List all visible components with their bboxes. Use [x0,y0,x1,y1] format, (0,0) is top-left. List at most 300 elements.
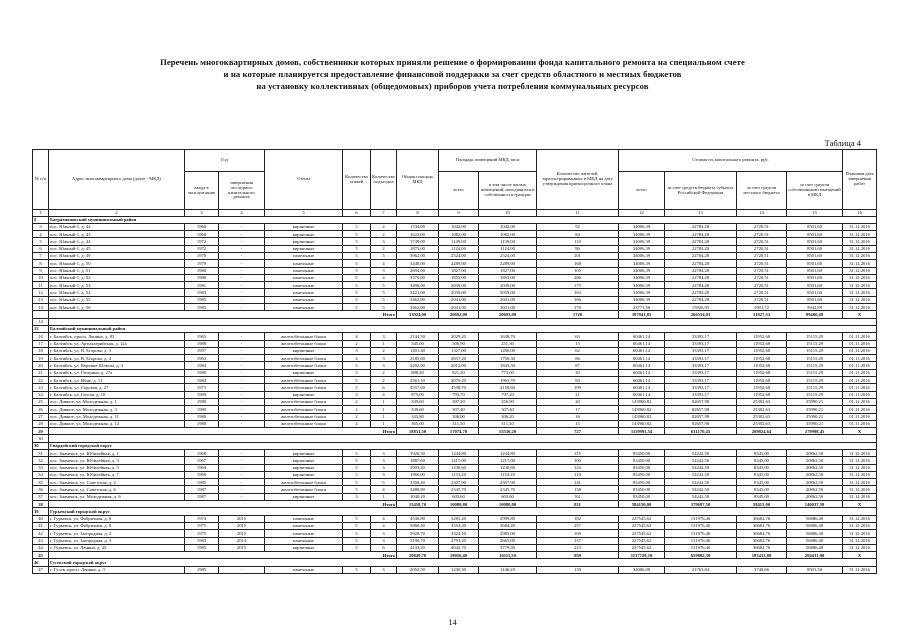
table-cell: 1153,20 [479,471,537,478]
table-cell: 13 [33,296,49,303]
table-cell: 603,60 [439,493,479,500]
table-cell: 54242,50 [665,464,737,471]
empty-cell [49,318,877,325]
table-cell: железобетонные блоки [265,406,343,413]
table-cell: 1153,20 [439,471,479,478]
table-cell: железобетонные блоки [265,486,343,493]
header-total-area: Общая площадь МКД [397,150,439,210]
table-cell: 8501,60 [787,296,843,303]
table-cell: 33393,17 [665,377,737,384]
table-cell: 24 [33,391,49,398]
table-cell: 2720,51 [737,296,787,303]
table-cell: 1082,00 [479,231,537,238]
table-cell: г. Балтийск, ул. Артиллерийская, д. 12а [49,340,185,347]
table-row [33,304,877,311]
total-cell: 33924,00 [397,311,439,318]
table-row [33,369,877,376]
table-cell: 1980 [185,267,219,274]
table-row [33,413,877,420]
column-number: 15 [787,210,843,217]
table-cell: 110 [537,238,619,245]
table-cell: - [219,369,265,376]
table-cell: 5 [343,267,371,274]
table-cell: 34006,39 [619,289,665,296]
table-cell: 01.11.2016 [843,420,877,427]
table-cell: г. Балтийск, ул. Садовая, д. 27 [49,384,185,391]
table-cell: 34006,39 [619,267,665,274]
table-cell: 4 [371,515,397,522]
table-cell: 3 [371,450,397,457]
column-number: 6 [343,210,371,217]
table-cell: 2 [343,398,371,405]
table-row [33,245,877,252]
table-cell: 33393,17 [665,369,737,376]
table-row [33,267,877,274]
row-number: 30 [33,442,49,449]
total-cell: 31827,33 [737,311,787,318]
table-cell: 20 [537,398,619,405]
table-cell: 143960,82 [619,413,665,420]
table-cell: 1980 [185,274,219,281]
table-cell: пос. Южный-1, д. 56 [49,304,185,311]
table-cell: 1988 [185,340,219,347]
table-cell: 5 [343,457,371,464]
table-cell: 19 [33,355,49,362]
table-cell: 1983 [185,537,219,544]
table-cell: 17 [537,406,619,413]
table-cell: - [219,252,265,259]
table-cell: 3 [371,471,397,478]
total-cell: 20693,00 [479,311,537,318]
total-cell: 584150,00 [619,501,665,508]
table-cell: 56886,40 [787,522,843,529]
table-cell: 54242,50 [665,471,737,478]
table-cell: 15926,95 [665,304,737,311]
table-cell: 3462,00 [397,304,439,311]
table-cell: 2665,00 [479,537,537,544]
table-cell: 36682,76 [737,515,787,522]
table-cell: пос. Южный-1, д. 50 [49,260,185,267]
table-cell: 17 [33,340,49,347]
table-cell: 31.12.2016 [843,537,877,544]
table-cell: 60461,14 [619,347,665,354]
table-cell: 3488,80 [397,486,439,493]
table-cell: 4042,70 [439,544,479,551]
table-cell: 25 [33,398,49,405]
table-cell: 5 [343,231,371,238]
table-cell: 83450,00 [619,457,665,464]
table-cell: 25302,63 [737,420,787,427]
table-cell: панельные [265,304,343,311]
column-number: 14 [737,210,787,217]
table-cell: 1 [371,340,397,347]
header-cost-local: за счет средств местного бюджета [737,172,787,210]
table-cell: 2694,00 [397,267,439,274]
table-cell: панельные [265,566,343,573]
table-cell: 168 [537,260,619,267]
blank-row [33,318,877,325]
table-cell: 35990,21 [787,413,843,420]
table-cell: 2289,00 [479,260,537,267]
table-row [33,398,877,405]
row-number: 2 [33,216,49,223]
header-deadline: Плановая дата завершения работ [843,150,877,210]
table-cell: 2144,50 [397,333,439,340]
table-cell: 1 [371,493,397,500]
table-cell: пос. Знаменск, ул. Юбилейная, д. 1 [49,450,185,457]
table-cell: 3928,70 [397,530,439,537]
table-cell: - [219,377,265,384]
table-cell: 875,00 [397,391,439,398]
table-cell: - [219,398,265,405]
table-cell: 2720,51 [737,274,787,281]
table-row [33,530,877,537]
table-cell: 21 [33,369,49,376]
table-cell: г. Балтийск, просп. Ленина, д. 83 [49,333,185,340]
table-cell: 1983 [185,289,219,296]
table-cell: 34006,39 [619,223,665,230]
total-cell: Х [843,311,877,318]
table-cell: - [219,362,265,369]
table-cell: 15 [537,420,619,427]
table-cell: 31.12.2016 [843,282,877,289]
table-cell: пос. Знаменск, ул. Молодежная, д. 6 [49,493,185,500]
table-cell: 8345,00 [737,479,787,486]
table-cell: 1985 [185,566,219,573]
table-cell: г. Балтийск, ул. Верхние Шлюзы, д. 3 [49,362,185,369]
table-cell: 1981 [185,282,219,289]
table-cell: 15115,29 [787,391,843,398]
table-cell: пос. Знаменск, ул. Советская, д. 2 [49,479,185,486]
table-cell: 5 [343,515,371,522]
table-cell: - [219,493,265,500]
header-residents: Количество жителей, зарегистрированных в МКД на дату утверждения краткосрочного плана [537,150,619,210]
houses-table [32,149,877,574]
table-row [33,377,877,384]
table-cell: 18 [33,347,49,354]
table-cell: 31.12.2016 [843,238,877,245]
table-cell: - [219,413,265,420]
total-cell: 18831,50 [397,428,439,435]
total-cell: 1728 [537,311,619,318]
table-cell: - [219,260,265,267]
table-cell: 36682,76 [737,537,787,544]
table-row [33,486,877,493]
table-cell: 307,40 [439,406,479,413]
table-cell: 22784,28 [665,282,737,289]
table-cell: - [219,420,265,427]
table-cell: 1887,60 [397,457,439,464]
table-cell: 32 [33,457,49,464]
table-cell: пос. Южный-1, д. 51 [49,267,185,274]
table-cell: 3570,00 [397,274,439,281]
table-cell: 84 [537,377,619,384]
table-cell: кирпичные [265,391,343,398]
table-cell: 34006,39 [619,238,665,245]
table-cell: 34006,00 [619,566,665,573]
table-cell: 3448,00 [397,260,439,267]
table-cell: 8501,60 [787,252,843,259]
table-cell: 1969 [185,471,219,478]
table-cell: 3285,20 [439,515,479,522]
table-cell: 2524,00 [439,252,479,259]
table-cell: 1327,00 [439,347,479,354]
table-cell: 01.11.2016 [843,384,877,391]
table-cell: 22784,28 [665,260,737,267]
table-cell: 31.12.2016 [843,486,877,493]
header-area-owned: в том числе жилых помещений, находящихся в собственности граждан [479,172,537,210]
table-cell: 84 [537,231,619,238]
table-cell: 2052,50 [397,566,439,573]
row-number: 29 [33,428,49,435]
table-cell: 87 [537,362,619,369]
table-cell: 22784,28 [665,231,737,238]
table-row [33,347,877,354]
table-cell: 1860,00 [397,471,439,478]
table-cell: 1903,20 [397,464,439,471]
table-cell: 12 [33,289,49,296]
table-cell: 1230,30 [439,566,479,573]
table-cell: 56886,40 [787,515,843,522]
table-cell: 3740,66 [737,566,787,573]
table-cell: панельные [265,530,343,537]
table-cell: кирпичные [265,471,343,478]
table-cell: 1901,72 [737,304,787,311]
table-cell: 2 [343,340,371,347]
table-row [33,493,877,500]
table-cell: 163 [537,289,619,296]
table-cell: 2012,00 [439,362,479,369]
table-cell: 131976,46 [665,537,737,544]
table-cell: г. Гурьевск, ул. Фабричная, д. 8 [49,522,185,529]
table-cell: 36682,76 [737,544,787,551]
table-cell: 2015 [219,515,265,522]
document-title [40,56,865,92]
table-cell: 1960 [185,223,219,230]
table-cell: 8501,50 [787,566,843,573]
table-cell: 01.11.2016 [843,347,877,354]
title-line-2: и на которые планируется предоставление финансовой поддержки за счет средств областного и местных бюджетов [223,69,682,79]
table-cell: 1230,60 [439,464,479,471]
table-cell: 8345,00 [737,486,787,493]
header-cost-group: Стоимость капитального ремонта, руб. [619,150,843,172]
table-cell: 31.12.2016 [843,566,877,573]
table-cell: 888,20 [397,369,439,376]
table-cell: 37 [33,493,49,500]
table-cell: 311,30 [439,420,479,427]
table-cell: - [219,479,265,486]
table-cell: 1244,80 [479,450,537,457]
table-cell: 3684,20 [479,522,537,529]
table-cell: 47 [33,566,49,573]
total-cell: 1137728,10 [619,552,665,559]
table-cell: 143960,82 [619,398,665,405]
table-cell: 22784,28 [665,289,737,296]
table-cell: - [219,384,265,391]
table-cell: - [219,450,265,457]
table-cell: 1985 [185,296,219,303]
row-number [33,311,49,318]
table-cell: 1401,40 [397,347,439,354]
table-cell: 2041,00 [479,296,537,303]
table-cell: 34006,39 [619,260,665,267]
header-cost-owners: за счет средств собственников помещений в МКД [787,172,843,210]
table-cell: - [219,486,265,493]
table-cell: 1082,00 [439,231,479,238]
table-cell: 1985 [185,304,219,311]
table-cell: 2720,51 [737,238,787,245]
table-cell: 2015 [219,522,265,529]
table-cell: 92 [537,223,619,230]
table-cell: 2 [343,420,371,427]
table-cell: 5 [343,238,371,245]
table-cell: 4158,60 [479,384,537,391]
table-cell: 3 [371,267,397,274]
table-cell: пос. Южный-1, д. 53 [49,282,185,289]
table-cell: 5 [343,289,371,296]
table-row [33,464,877,471]
table-cell: 3462,00 [397,296,439,303]
table-cell: 3 [371,238,397,245]
table-cell: 8345,00 [737,450,787,457]
table-cell: 1969 [185,464,219,471]
table-cell: панельные [265,267,343,274]
table-cell: железобетонные блоки [265,413,343,420]
table-cell: 170 [537,304,619,311]
table-cell: 256,90 [479,398,537,405]
table-cell: железобетонные блоки [265,398,343,405]
table-cell: - [219,223,265,230]
table-cell: 60461,14 [619,333,665,340]
table-cell: 15115,29 [787,377,843,384]
table-cell: 1987 [185,493,219,500]
total-cell: 15536,20 [479,428,537,435]
table-cell: - [219,333,265,340]
column-number: 9 [439,210,479,217]
table-row [33,355,877,362]
table-cell: 5 [371,289,397,296]
table-cell: 1217,00 [439,457,479,464]
table-cell: 1974 [185,515,219,522]
table-cell: пос. Южный-1, д. 44 [49,238,185,245]
table-cell: 138 [537,486,619,493]
table-cell: 60461,14 [619,391,665,398]
total-cell: 10080,80 [479,501,537,508]
table-cell: 20862,50 [787,493,843,500]
table-cell: 2983,00 [479,530,537,537]
table-cell: 34006,39 [619,274,665,281]
total-cell: 10080,80 [439,501,479,508]
table-cell: 3324,10 [439,530,479,537]
row-number: 14 [33,318,49,325]
table-row [33,479,877,486]
table-cell: 227545,62 [619,544,665,551]
table-cell: 33 [33,464,49,471]
table-cell: 5 [343,450,371,457]
table-cell: 11952,68 [737,384,787,391]
table-cell: пос. Южный-1, д. 42 [49,223,185,230]
column-number: 10 [479,210,537,217]
table-cell: 2039,00 [479,289,537,296]
table-cell: 31.12.2016 [843,274,877,281]
table-cell: 20862,50 [787,457,843,464]
column-number: 13 [665,210,737,217]
header-area-group: Площадь помещений МКД, кв.м [439,150,537,172]
table-cell: 25302,63 [737,413,787,420]
table-cell: кирпичные [265,223,343,230]
table-cell: 4133,20 [397,544,439,551]
table-cell: 3 [371,355,397,362]
table-cell: панельные [265,274,343,281]
table-row [33,391,877,398]
row-number: 30 [33,435,49,442]
table-cell: 8501,60 [787,260,843,267]
table-cell: г. Гурьевск, ул. Загородная, д. 2 [49,530,185,537]
table-cell: 3779,50 [479,544,537,551]
table-cell: пос. Дивное, ул. Молодежная, д. 1 [49,398,185,405]
table-cell: пос. Дивное, ул. Молодежная, д. 12 [49,420,185,427]
table-cell: 36 [33,486,49,493]
table-cell: 1989 [185,391,219,398]
table-cell: 28 [33,420,49,427]
table-cell: 1 [371,398,397,405]
table-cell: 1984 [185,362,219,369]
table-cell: - [219,245,265,252]
table-cell: 5 [343,530,371,537]
table-cell: 36682,76 [737,522,787,529]
table-cell: 22784,28 [665,238,737,245]
table-cell: 5 [343,471,371,478]
table-row [33,544,877,551]
table-cell: - [219,347,265,354]
table-cell: 2041,00 [439,304,479,311]
table-cell: 01.11.2016 [843,377,877,384]
table-cell: 1972 [185,245,219,252]
table-cell: 2720,51 [737,282,787,289]
table-cell: 227545,62 [619,537,665,544]
total-row [33,428,877,435]
table-cell: 1965,70 [479,377,537,384]
table-cell: 2079,20 [439,377,479,384]
table-cell: 4536,80 [397,515,439,522]
table-cell: 31.12.2016 [843,260,877,267]
table-cell: г. Балтийск, ул. Гоголя, д. 10 [49,391,185,398]
table-cell: 1975 [185,384,219,391]
table-cell: 343,80 [397,413,439,420]
header-year-built: ввода в эксплуатацию [185,172,219,210]
table-cell: 8501,60 [787,282,843,289]
table-cell: 60461,14 [619,362,665,369]
table-cell: 33393,17 [665,340,737,347]
table-cell: 2720,51 [737,245,787,252]
table-cell: 2289,00 [439,260,479,267]
table-cell: 1980 [185,369,219,376]
table-cell: 5 [343,304,371,311]
table-cell: 23 [33,384,49,391]
table-cell: г. Балтийск, ул. Ичне, д. 11 [49,377,185,384]
table-cell: панельные [265,252,343,259]
table-cell: 2307,90 [439,479,479,486]
table-cell: 86 [537,355,619,362]
table-cell: железобетонные блоки [265,355,343,362]
table-cell: 83450,00 [619,450,665,457]
table-cell: 01.11.2016 [843,398,877,405]
header-year-renov: завершения последнего капитального ремонта [219,172,265,210]
table-cell: 1124,00 [479,245,537,252]
table-cell: 3 [371,333,397,340]
table-cell: - [219,355,265,362]
total-cell: 183413,80 [737,552,787,559]
